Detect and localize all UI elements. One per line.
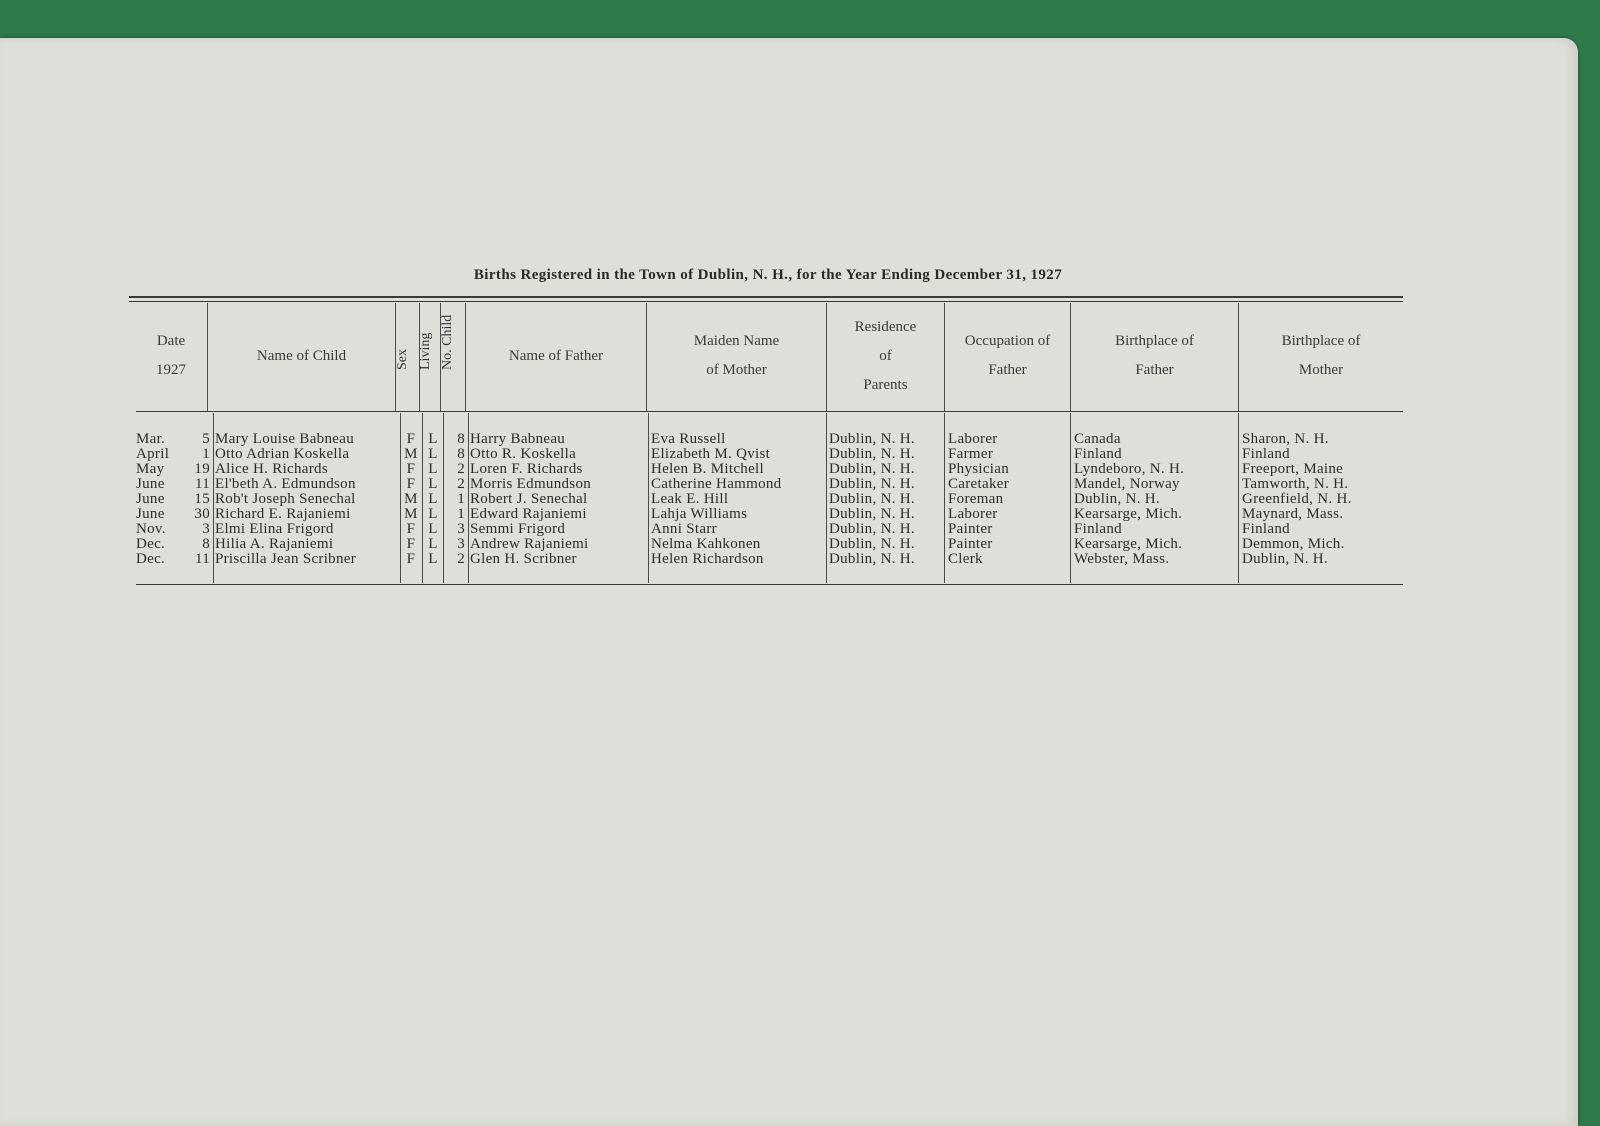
cell-sex: F [406,476,416,492]
cell-living: L [428,506,438,522]
cell-no: 2 [457,476,465,492]
cell-no: 8 [457,446,465,462]
cell-bp-mother: Finland [1242,521,1290,537]
page-title: Births Registered in the Town of Dublin, N. H., for the Year Ending December 31, 1927 [473,267,1063,283]
cell-day: 5 [202,431,210,447]
cell-day: 8 [202,536,210,552]
cell-sex: F [406,521,416,537]
cell-sex: M [404,491,418,507]
cell-bp-father: Mandel, Norway [1074,476,1180,492]
col-divider [1070,413,1071,583]
cell-residence: Dublin, N. H. [829,536,915,552]
cell-month: Dec. [136,551,166,567]
cell-day: 3 [202,521,210,537]
cell-bp-mother: Demmon, Mich. [1242,536,1345,552]
cell-sex: F [406,461,416,477]
cell-child: Alice H. Richards [215,461,328,477]
cell-occupation: Caretaker [948,476,1009,492]
column-day [180,432,210,567]
cell-living: L [428,551,438,567]
cell-bp-father: Finland [1074,446,1122,462]
header-residence: Residence of Parents [854,318,917,393]
column-child [215,432,400,567]
cell-mother: Elizabeth M. Qvist [651,446,771,462]
cell-child: Mary Louise Babneau [215,431,354,447]
table-bottom-rule [136,584,1403,585]
cell-occupation: Clerk [948,551,983,567]
cell-month: Nov. [136,521,166,537]
cell-bp-father: Kearsarge, Mich. [1074,506,1183,522]
col-divider [468,413,469,583]
cell-child: Rob't Joseph Senechal [215,491,356,507]
header-living: Living [418,332,433,370]
header-birthplace-mother: Birthplace of Mother [1281,333,1361,378]
cell-father: Harry Babneau [470,431,566,447]
column-living [423,432,443,567]
cell-father: Glen H. Scribner [470,551,577,567]
cell-mother: Catherine Hammond [651,476,782,492]
column-father [470,432,646,567]
cell-sex: F [406,431,416,447]
cell-residence: Dublin, N. H. [829,431,915,447]
cell-no: 2 [457,551,465,567]
cell-bp-mother: Dublin, N. H. [1242,551,1328,567]
cell-bp-mother: Freeport, Maine [1242,461,1344,477]
cell-bp-mother: Sharon, N. H. [1242,431,1329,447]
cell-day: 15 [194,491,210,507]
header-sex: Sex [395,349,410,370]
header-no-child: No. Child [440,314,455,370]
cell-father: Otto R. Koskella [470,446,577,462]
cell-month: April [136,446,170,462]
cell-day: 11 [194,551,210,567]
header-birthplace-father: Birthplace of Father [1115,333,1194,378]
cell-month: Mar. [136,431,166,447]
column-occupation [948,432,1068,567]
cell-mother: Nelma Kahkonen [651,536,761,552]
cell-child: Elmi Elina Frigord [215,521,334,537]
col-divider [1238,413,1239,583]
cell-mother: Helen B. Mitchell [651,461,764,477]
cell-father: Semmi Frigord [470,521,566,537]
cell-month: June [136,476,165,492]
cell-father: Loren F. Richards [470,461,583,477]
header-bottom-rule [136,411,1403,412]
cell-month: Dec. [136,536,166,552]
header-maiden-name: Maiden Name of Mother [693,333,780,378]
column-birthplace-mother [1242,432,1402,567]
cell-child: Hilia A. Rajaniemi [215,536,334,552]
header-name-of-child: Name of Child [256,347,347,364]
cell-living: L [428,491,438,507]
header-occupation: Occupation of Father [964,333,1051,378]
cell-occupation: Physician [948,461,1010,477]
cell-living: L [428,536,438,552]
col-divider [648,413,649,583]
cell-mother: Leak E. Hill [651,491,729,507]
cell-bp-father: Dublin, N. H. [1074,491,1160,507]
cell-child: El'beth A. Edmundson [215,476,356,492]
cell-bp-father: Webster, Mass. [1074,551,1170,567]
cell-residence: Dublin, N. H. [829,551,915,567]
cell-father: Morris Edmundson [470,476,592,492]
cell-living: L [428,476,438,492]
cell-child: Otto Adrian Koskella [215,446,350,462]
cell-no: 8 [457,431,465,447]
cell-living: L [428,461,438,477]
header-name-of-father: Name of Father [508,347,604,364]
cell-bp-mother: Tamworth, N. H. [1242,476,1349,492]
cell-bp-mother: Greenfield, N. H. [1242,491,1352,507]
header-rule-double [129,296,1403,298]
cell-residence: Dublin, N. H. [829,446,915,462]
cell-mother: Eva Russell [651,431,726,447]
cell-month: May [136,461,165,477]
cell-occupation: Laborer [948,431,998,447]
column-month [136,432,180,567]
cell-bp-father: Finland [1074,521,1122,537]
cell-no: 1 [457,506,465,522]
cell-bp-father: Kearsarge, Mich. [1074,536,1183,552]
cell-no: 2 [457,461,465,477]
cell-bp-father: Canada [1074,431,1121,447]
cell-occupation: Painter [948,536,993,552]
header-date: Date 1927 [156,333,186,378]
cell-father: Edward Rajaniemi [470,506,587,522]
cell-month: June [136,506,165,522]
cell-no: 3 [457,536,465,552]
cell-occupation: Painter [948,521,993,537]
col-divider [826,413,827,583]
cell-child: Priscilla Jean Scribner [215,551,357,567]
cell-no: 3 [457,521,465,537]
column-no-child [444,432,465,567]
cell-month: June [136,491,165,507]
cell-living: L [428,521,438,537]
cell-occupation: Farmer [948,446,994,462]
cell-no: 1 [457,491,465,507]
cell-sex: M [404,446,418,462]
cell-living: L [428,431,438,447]
cell-day: 1 [202,446,210,462]
cell-father: Robert J. Senechal [470,491,588,507]
column-mother [651,432,825,567]
cell-sex: M [404,506,418,522]
cell-bp-mother: Finland [1242,446,1290,462]
cell-residence: Dublin, N. H. [829,476,915,492]
cell-mother: Anni Starr [651,521,717,537]
cell-day: 30 [194,506,210,522]
cell-bp-father: Lyndeboro, N. H. [1074,461,1185,477]
cell-sex: F [406,536,416,552]
cell-sex: F [406,551,416,567]
col-divider [944,413,945,583]
cell-residence: Dublin, N. H. [829,461,915,477]
column-residence [829,432,944,567]
cell-bp-mother: Maynard, Mass. [1242,506,1344,522]
cell-father: Andrew Rajaniemi [470,536,589,552]
cell-living: L [428,446,438,462]
column-sex [401,432,421,567]
document-page [0,38,1578,1126]
cell-mother: Lahja Williams [651,506,748,522]
cell-occupation: Foreman [948,491,1004,507]
cell-occupation: Laborer [948,506,998,522]
cell-day: 19 [194,461,210,477]
cell-residence: Dublin, N. H. [829,521,915,537]
cell-residence: Dublin, N. H. [829,491,915,507]
cell-child: Richard E. Rajaniemi [215,506,351,522]
column-birthplace-father [1074,432,1236,567]
cell-residence: Dublin, N. H. [829,506,915,522]
col-divider [213,413,214,583]
cell-mother: Helen Richardson [651,551,764,567]
cell-day: 11 [194,476,210,492]
